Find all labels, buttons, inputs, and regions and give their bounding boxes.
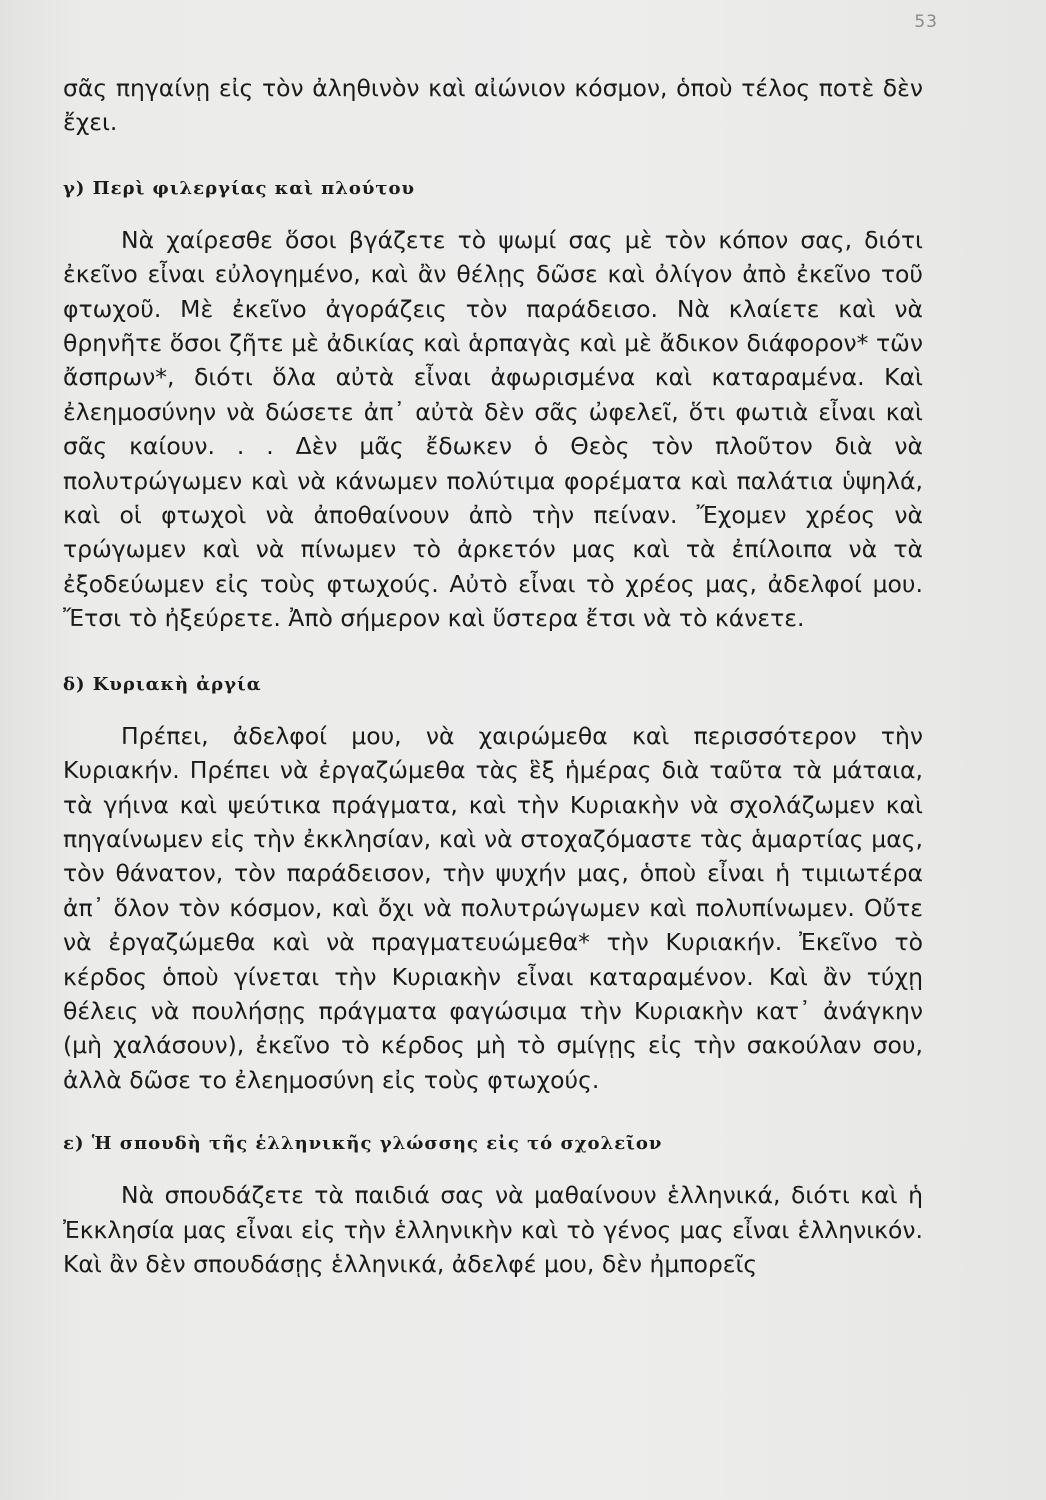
section-heading-epsilon: ε) Ἡ σπουδὴ τῆς ἑλληνικῆς γλώσσης εἰς τό σχολεῖον bbox=[63, 1133, 663, 1155]
intro-paragraph: σᾶς πηγαίνῃ εἰς τὸν ἀληθινὸν καὶ αἰώνιον κόσμον, ὁποὺ τέλος ποτὲ δὲν ἔχει. bbox=[63, 74, 923, 137]
page-body bbox=[63, 71, 923, 1281]
section-paragraph-gamma: Νὰ χαίρεσθε ὅσοι βγάζετε τὸ ψωμί σας μὲ τὸν κόπον σας, διότι ἐκεῖνο εἶναι εὐλογημένο, καὶ ἂν θέλῃς δῶσε καὶ ὀλίγον ἀπὸ ἐκεῖνο τοῦ φτωχοῦ. Μὲ ἐκεῖνο ἀγοράζεις τὸν παράδεισο. Νὰ κλαίετε καὶ νὰ θρηνῆτε ὅσοι ζῆτε μὲ ἀδικίας καὶ ἁρπαγὰς καὶ μὲ ἄδικον διάφορον* τῶν ἄσπρων*, διότι ὅλα αὐτὰ εἶναι ἀφωρισμένα καὶ καταραμένα. Καὶ ἐλεημοσύνην νὰ δώσετε ἀπ᾽ αὐτὰ δὲν σᾶς ὠφελεῖ, ὅτι φωτιὰ εἶναι καὶ σᾶς καίουν. . . Δὲν μᾶς ἔδωκεν ὁ Θεὸς τὸν πλοῦτον διὰ νὰ πολυτρώγωμεν καὶ νὰ κάνωμεν πολύτιμα φορέματα καὶ παλάτια ὑψηλά, καὶ οἱ φτωχοὶ νὰ ἀποθαίνουν ἀπὸ τὴν πείναν. Ἔχομεν χρέος νὰ τρώγωμεν καὶ νὰ πίνωμεν τὸ ἀρκετόν μας καὶ τὰ ἐπίλοιπα νὰ τὰ ἐξοδεύωμεν εἰς τοὺς φτωχούς. Αὐτὸ εἶναι τὸ χρέος μας, ἀδελφοί μου. Ἔτσι τὸ ἠξεύρετε. Ἀπὸ σήμερον καὶ ὕστερα ἔτσι νὰ τὸ κάνετε. bbox=[63, 225, 923, 633]
page-number: 53 bbox=[914, 12, 938, 32]
section-paragraph-delta: Πρέπει, ἀδελφοί μου, νὰ χαιρώμεθα καὶ περισσότερον τὴν Κυριακήν. Πρέπει νὰ ἐργαζώμεθα τὰς ἓξ ἡμέρας διὰ ταῦτα τὰ μάταια, τὰ γήινα καὶ ψεύτικα πράγματα, καὶ τὴν Κυριακὴν νὰ σχολάζωμεν καὶ πηγαίνωμεν εἰς τὴν ἐκκλησίαν, καὶ νὰ στοχαζόμαστε τὰς ἁμαρτίας μας, τὸν θάνατον, τὸν παράδεισον, τὴν ψυχήν μας, ὁποὺ εἶναι ἡ τιμιωτέρα ἀπ᾽ ὅλον τὸν κόσμον, καὶ ὄχι νὰ πολυτρώγωμεν καὶ πολυπίνωμεν. Οὔτε νὰ ἐργαζώμεθα καὶ νὰ πραγματευώμεθα* τὴν Κυριακήν. Ἐκεῖνο τὸ κέρδος ὁποὺ γίνεται τὴν Κυριακὴν εἶναι καταραμένον. Καὶ ἂν τύχῃ θέλεις νὰ πουλήσῃς πράγματα φαγώσιμα τὴν Κυριακὴν κατ᾽ ἀνάγκην (μὴ χαλάσουν), ἐκεῖνο τὸ κέρδος μὴ τὸ σμίγῃς εἰς τὴν σακούλαν σου, ἀλλὰ δῶσε το ἐλεημοσύνη εἰς τοὺς φτωχούς. bbox=[63, 721, 923, 1094]
section-paragraph-epsilon: Νὰ σπουδάζετε τὰ παιδιά σας νὰ μαθαίνουν ἑλληνικά, διότι καὶ ἡ Ἐκκλησία μας εἶναι εἰς τὴν ἑλληνικὴν καὶ τὸ γένος μας εἶναι ἑλληνικόν. Καὶ ἂν δὲν σπουδάσῃς ἑλληνικά, ἀδελφέ μου, δὲν ἠμπορεῖς bbox=[63, 1181, 923, 1278]
section-heading-delta: δ) Κυριακὴ ἀργία bbox=[63, 673, 262, 695]
section-heading-gamma: γ) Περὶ φιλεργίας καὶ πλούτου bbox=[63, 177, 415, 199]
